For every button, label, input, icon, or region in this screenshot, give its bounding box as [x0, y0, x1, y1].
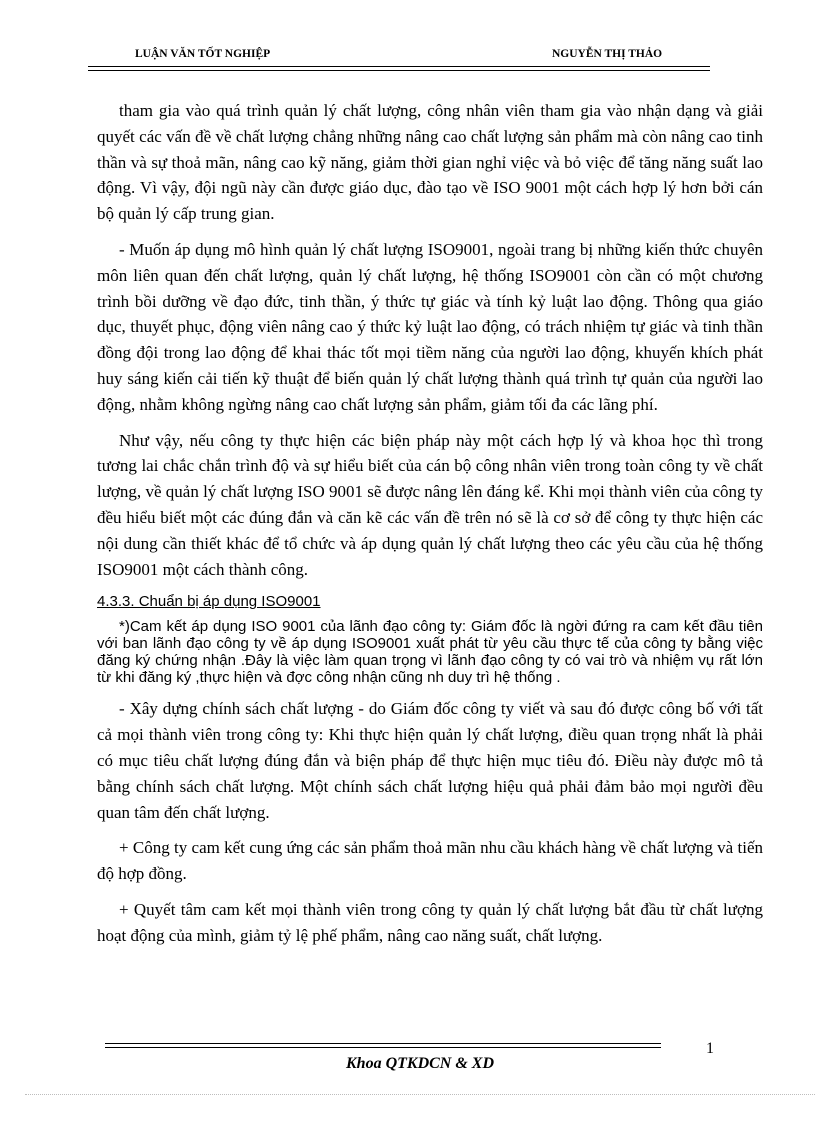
footer-department: Khoa QTKDCN & XD — [346, 1055, 495, 1072]
header-thesis-title: LUẬN VĂN TỐT NGHIỆP — [135, 48, 271, 60]
footer-divider — [105, 1043, 661, 1048]
paragraph-7: + Quyết tâm cam kết mọi thành viên trong công ty quản lý chất lượng bắt đầu từ chất lượng hoạt động của mình, giảm tỷ lệ phế phẩm, nâng cao năng suất, chất lượng. — [97, 899, 763, 945]
page-bottom-dotted-line — [25, 1094, 815, 1095]
header-divider — [88, 66, 710, 71]
paragraph-6: + Công ty cam kết cung ứng các sản phẩm thoả mãn nhu cầu khách hàng về chất lượng và tiến độ hợp đồng. — [97, 838, 763, 884]
paragraph-1: tham gia vào quá trình quản lý chất lượng, công nhân viên tham gia vào nhận dạng và giải quyết các vấn đề về chất lượng chẳng những nâng cao chất lượng sản phẩm mà còn nâng cao tinh thần và sự thoả mãn, nâng cao kỹ năng, giảm thời gian nghỉ việc và bỏ việc để tăng năng suất lao động. Vì vậy, đội ngũ này cần được giáo dục, đào tạo về ISO 9001 một cách hợp lý hơn bởi cán bộ quản lý cấp trung gian. — [97, 101, 763, 224]
page-body — [97, 98, 763, 949]
paragraph-5: - Xây dựng chính sách chất lượng - do Giám đốc công ty viết và sau đó được công bố với tất cả mọi thành viên trong công ty: Khi thực hiện quản lý chất lượng, điều quan trọng nhất là phải có mục tiêu chất lượng đúng đắn và biện pháp để thực hiện mục tiêu đó. Điều này được mô tả bằng chính sách chất lượng. Một chính sách chất lượng hiệu quả phải đảm bảo mọi người đều quan tâm đến chất lượng. — [97, 699, 763, 822]
section-heading: 4.3.3. Chuẩn bị áp dụng ISO9001 — [97, 593, 321, 611]
paragraph-4: *)Cam kết áp dụng ISO 9001 của lãnh đạo công ty: Giám đốc là ngời đứng ra cam kết đầu tiên với ban lãnh đạo công ty về áp dụng ISO9001 xuất phát từ yêu cầu thực tế của công ty bằng việc đăng ký chứng nhận .Đây là việc làm quan trọng vì lãnh đạo công ty có vai trò và nhiệm vụ rất lớn từ khi đăng ký ,thực hiện và đợc công nhận cũng nh duy trì hệ thống . — [97, 618, 763, 687]
paragraph-3: Như vậy, nếu công ty thực hiện các biện pháp này một cách hợp lý và khoa học thì trong tương lai chắc chắn trình độ và sự hiểu biết của cán bộ công nhân viên trong toàn công ty về chất lượng, về quản lý chất lượng ISO 9001 sẽ được nâng lên đáng kể. Khi mọi thành viên của công ty đều hiểu biết một các đúng đắn và căn kẽ các vấn đề trên nó sẽ là cơ sở để công ty thực hiện các nội dung cần thiết khác để tổ chức và áp dụng quản lý chất lượng theo các yêu cầu của hệ thống ISO9001 một cách thành công. — [97, 430, 763, 579]
header-author-name: NGUYỄN THỊ THẢO — [552, 48, 663, 60]
page-number: 1 — [706, 1040, 714, 1057]
paragraph-2: - Muốn áp dụng mô hình quản lý chất lượng ISO9001, ngoài trang bị những kiến thức chuyên môn liên quan đến chất lượng, quản lý chất lượng, hệ thống ISO9001 còn cần có một chương trình bồi dưỡng về đạo đức, tinh thần, ý thức tự giác và tính kỷ luật lao động. Thông qua giáo dục, thuyết phục, động viên nâng cao ý thức kỷ luật lao động, có trách nhiệm tự giác và tinh thần đồng đội trong lao động để khai thác tốt mọi tiềm năng của người lao động, khuyến khích phát huy sáng kiến cải tiến kỹ thuật để biến quản lý chất lượng thành quá trình tự quản của người lao động, nhằm không ngừng nâng cao chất lượng sản phẩm, giảm tối đa các lãng phí. — [97, 239, 763, 414]
